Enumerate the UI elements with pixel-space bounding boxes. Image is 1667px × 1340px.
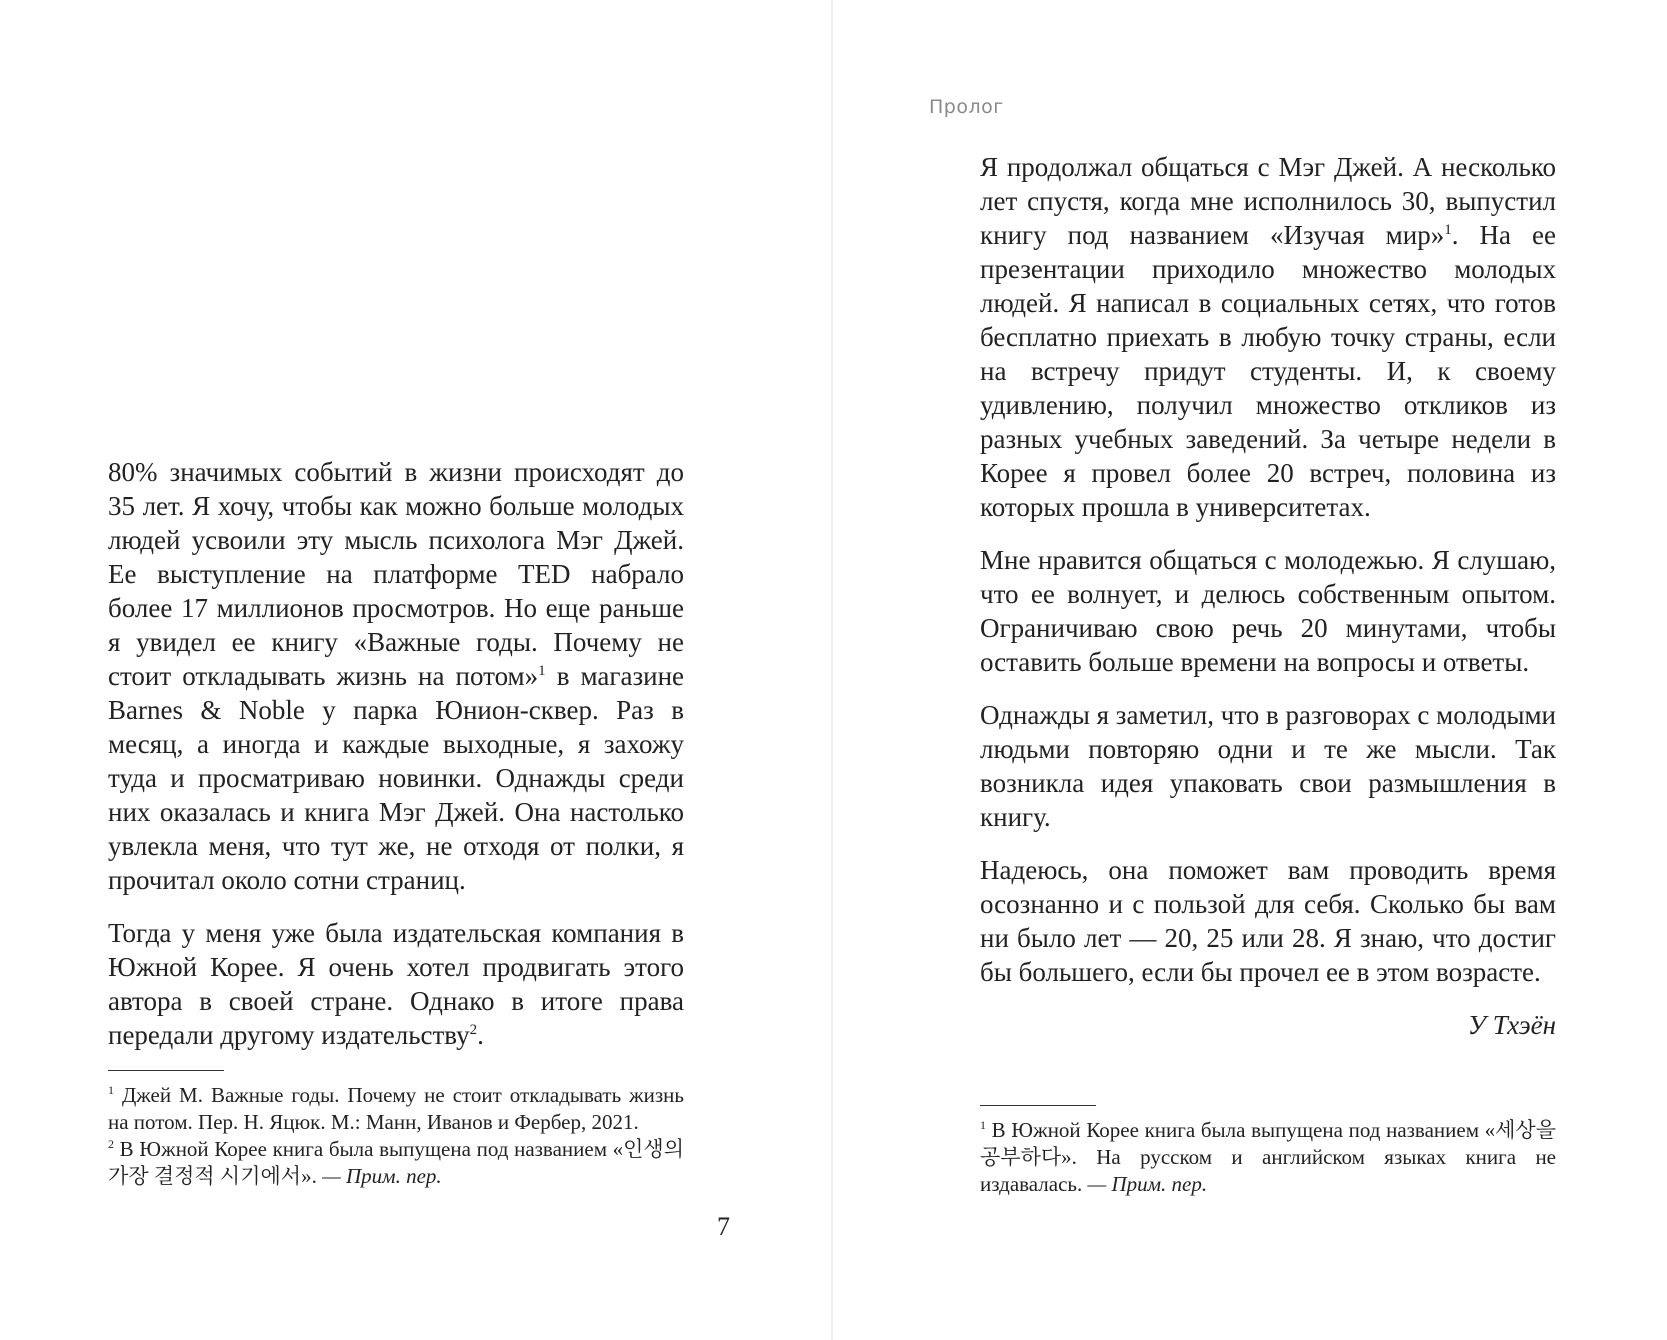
left-footnotes — [108, 1082, 684, 1190]
paragraph: Мне нравится общаться с молодежью. Я слушаю, что ее волнует, и делюсь собственным опытом. Ограничиваю свою речь 20 минутами, чтобы оставить больше времени на вопросы и ответы. — [980, 545, 1556, 677]
paragraph: 80% значимых событий в жизни происходят до 35 лет. Я хочу, чтобы как можно больше молодых людей усвоили эту мысль психолога Мэг Джей. Ее выступление на платформе TED набрало более 17 миллионов просмотров. Но еще раньше я увидел ее книгу «Важные годы. Почему не стоит откладывать жизнь на потом»$^1$ в магазине Barnes & Noble у парка Юнион-сквер. Раз в месяц, а иногда и каждые выходные, я захожу туда и просматриваю новинки. Однажды среди них оказалась и книга Мэг Джей. Она настолько увлекла меня, что тут же, не отходя от полки, я прочитал около сотни страниц. — [108, 457, 685, 895]
page-number: 7 — [717, 1212, 730, 1241]
paragraph: Тогда у меня уже была издательская компания в Южной Корее. Я очень хотел продвигать этого автора в своей стране. Однако в итоге права передали другому издательству$^2$. — [108, 918, 684, 1050]
footnote-ref[interactable]: 1 — [1444, 222, 1452, 238]
footnote-ref[interactable]: 1 — [538, 663, 546, 679]
footnote-rule — [980, 1105, 1096, 1106]
right-footnotes — [980, 1117, 1556, 1198]
footnote: $^1$ В Южной Корее книга была выпущена под названием «세상을 공부하다». На русском и английском языках книга не издавалась. — Прим. пер. — [980, 1118, 1556, 1196]
paragraph: Однажды я заметил, что в разговорах с молодыми людьми повторяю одни и те же мысли. Так возникла идея упаковать свои размышления в книгу. — [980, 700, 1556, 832]
running-head: Пролог — [929, 96, 1004, 118]
footnote: $^2$ В Южной Корее книга была выпущена под названием «인생의 가장 결정적 시기에서». — Прим. пер. — [108, 1137, 684, 1188]
paragraph: Я продолжал общаться с Мэг Джей. А несколько лет спустя, когда мне исполнилось 30, выпустил книгу под названием «Изучая мир»$^1$. На ее презентации приходило множество молодых людей. Я написал в социальных сетях, что готов бесплатно приехать в любую точку страны, если на встречу придут студенты. И, к своему удивлению, получил множество откликов из разных учебных заведений. За четыре недели в Корее я провел более 20 встреч, половина из которых прошла в университетах. — [980, 152, 1556, 522]
paragraph: Надеюсь, она поможет вам проводить время осознанно и с пользой для себя. Сколько бы вам ни было лет — 20, 25 или 28. Я знаю, что достиг бы большего, если бы прочел ее в этом возрасте. — [980, 855, 1556, 987]
left-page — [0, 0, 832, 1340]
footnote-rule — [108, 1070, 224, 1071]
right-body — [980, 150, 1556, 1061]
footnote: $^1$ Джей М. Важные годы. Почему не стоит откладывать жизнь на потом. Пер. Н. Яцюк. М.: Манн, Иванов и Фербер, 2021. — [108, 1083, 684, 1134]
right-page — [833, 0, 1667, 1340]
author-signature: У Тхэён — [1467, 1010, 1556, 1040]
footnote-ref[interactable]: 2 — [469, 1022, 478, 1038]
left-body — [108, 455, 684, 1071]
